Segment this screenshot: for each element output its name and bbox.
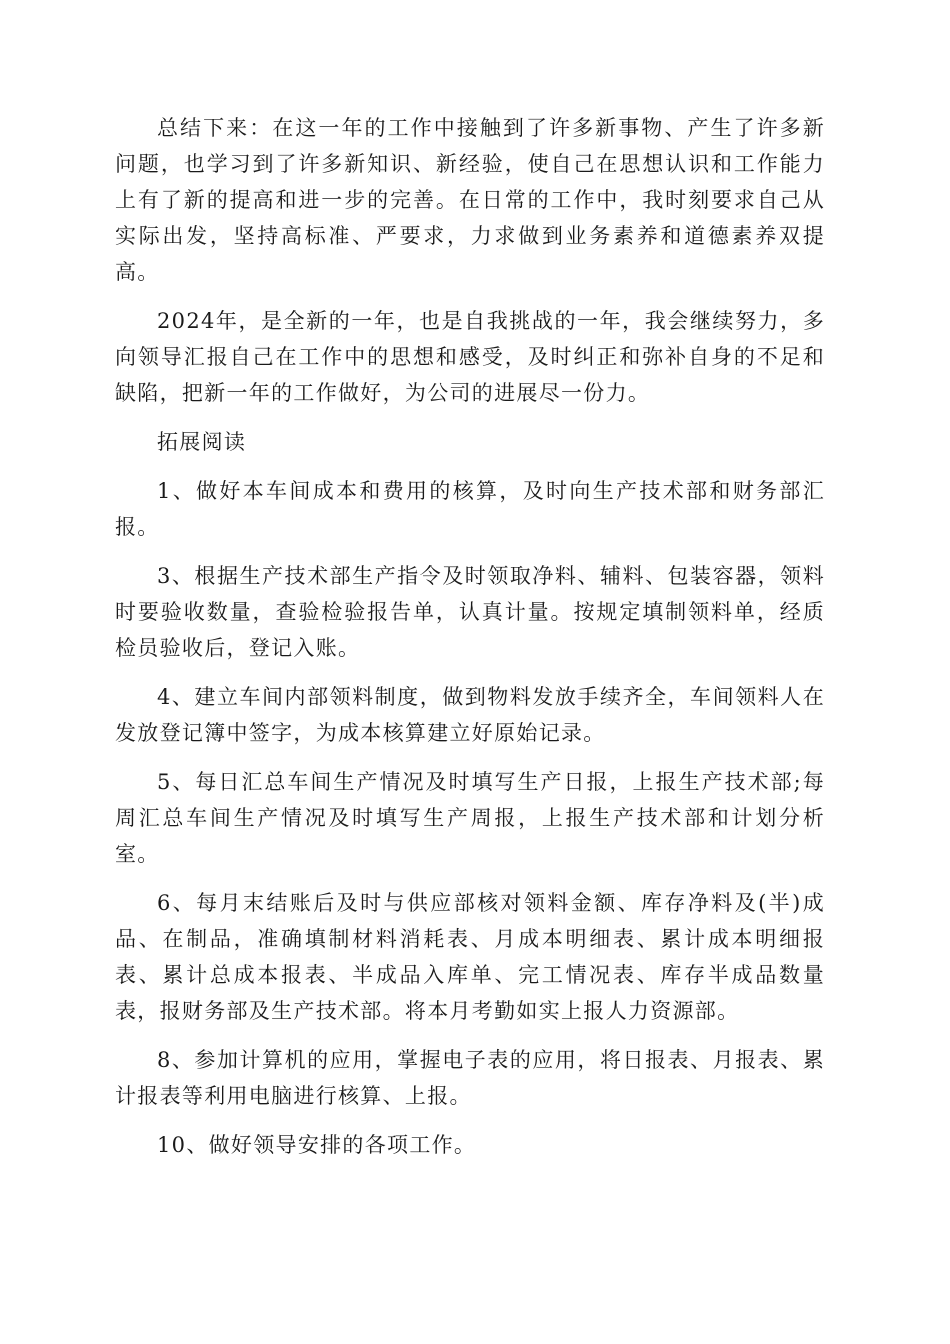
list-item-8: 8、参加计算机的应用，掌握电子表的应用，将日报表、月报表、累计报表等利用电脑进行核算、上报。 bbox=[115, 1048, 825, 1108]
summary-paragraph: 总结下来：在这一年的工作中接触到了许多新事物、产生了许多新问题，也学习到了许多新知识、新经验，使自己在思想认识和工作能力上有了新的提高和进一步的完善。在日常的工作中，我时刻要求自己从实际出发，坚持高标准、严要求，力求做到业务素养和道德素养双提高。 bbox=[115, 116, 825, 284]
list-item-3: 3、根据生产技术部生产指令及时领取净料、辅料、包装容器，领料时要验收数量，查验检验报告单，认真计量。按规定填制领料单，经质检员验收后，登记入账。 bbox=[115, 564, 825, 660]
document-body bbox=[115, 110, 825, 1176]
year-plan-paragraph: 2024年，是全新的一年，也是自我挑战的一年，我会继续努力，多向领导汇报自己在工作中的思想和感受，及时纠正和弥补自身的不足和缺陷，把新一年的工作做好，为公司的进展尽一份力。 bbox=[115, 309, 825, 405]
list-item-10: 10、做好领导安排的各项工作。 bbox=[157, 1133, 477, 1157]
extended-reading-heading: 拓展阅读 bbox=[157, 430, 247, 454]
list-item-4: 4、建立车间内部领料制度，做到物料发放手续齐全，车间领料人在发放登记簿中签字，为成本核算建立好原始记录。 bbox=[115, 685, 825, 745]
list-item-6: 6、每月末结账后及时与供应部核对领料金额、库存净料及(半)成品、在制品，准确填制材料消耗表、月成本明细表、累计成本明细报表、累计总成本报表、半成品入库单、完工情况表、库存半成品数量表，报财务部及生产技术部。将本月考勤如实上报人力资源部。 bbox=[115, 891, 825, 1023]
list-item-5: 5、每日汇总车间生产情况及时填写生产日报，上报生产技术部;每周汇总车间生产情况及时填写生产周报，上报生产技术部和计划分析室。 bbox=[115, 770, 825, 866]
list-item-1: 1、做好本车间成本和费用的核算，及时向生产技术部和财务部汇报。 bbox=[115, 479, 825, 539]
